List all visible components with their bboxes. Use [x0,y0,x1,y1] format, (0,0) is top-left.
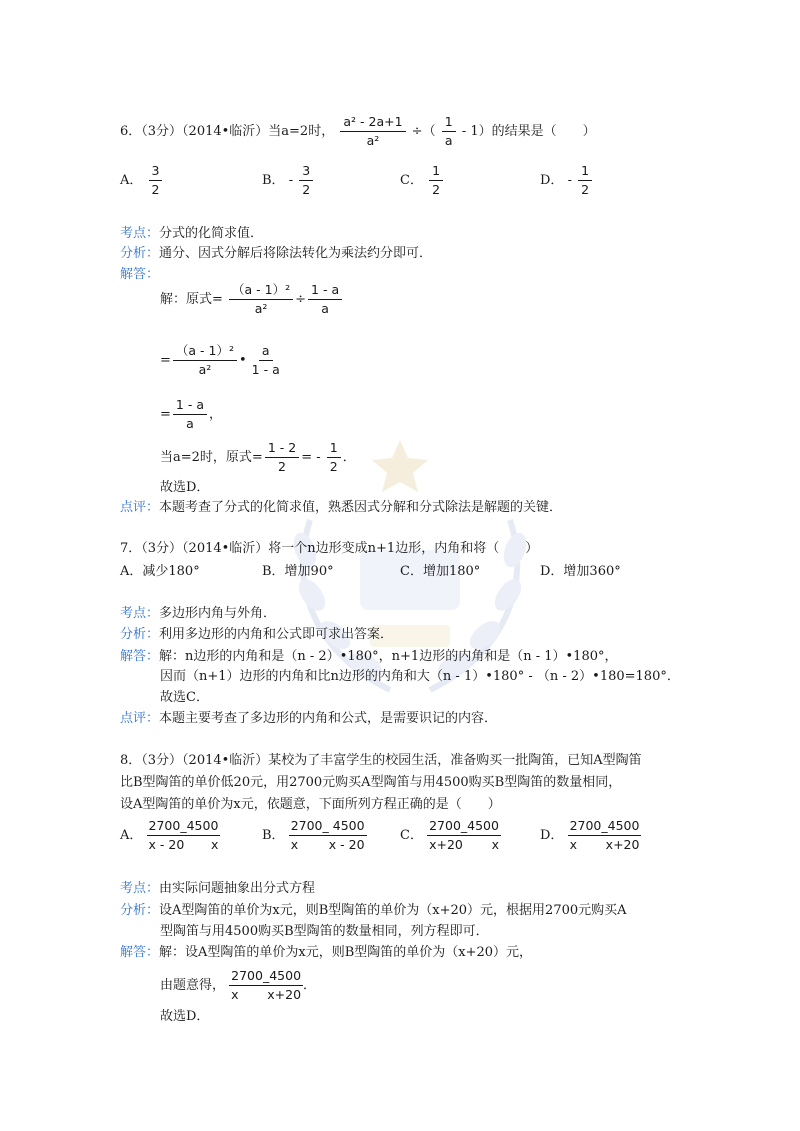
q8-jieda-top: 2700_4500 [229,968,303,986]
q6-jieda [120,266,159,284]
q6-step-3-prefix: = [160,407,171,422]
q8-fenxi-line-2: 型陶笛与用4500购买B型陶笛的数量相同，列方程即可． [160,924,489,939]
q8-jieda-bottom [229,986,303,1003]
q8-jieda-prefix: 由题意得， [160,978,226,993]
q6-option-c-num: 1 [429,163,443,181]
q6-option-d-den: 2 [581,182,590,197]
q7-choice: 故选C． [160,690,209,705]
q6-option-a-num: 3 [149,163,163,181]
q6-step-2-dot: • [239,353,247,368]
q8-option-c-label: C． [400,828,423,843]
q6-step-3-num: 1 - a [173,397,207,415]
q6-option-a-label: A． [120,173,143,188]
q7-option-d: D．增加360° [540,564,621,579]
q6-option-c-fraction [429,163,443,198]
q6-step-1-frac2 [308,282,342,317]
q6-step-3-frac [173,397,207,432]
q8-option-d-den-right: x+20 [605,837,640,852]
q6-dianping [120,499,562,517]
q7-stem: 7．（3分）（2014•临沂）将一个n边形变成n+1边形，内角和将（ ） [120,541,539,556]
q8-option-a-bottom [147,836,221,853]
q7-option-b: B．增加90° [262,564,334,579]
q7-kaodian-text: 多边形内角与外角． [159,606,277,621]
q6-step-4-den2: 2 [329,459,338,474]
q6-step-1 [160,282,344,317]
q8-option-b-den-right: x - 20 [328,837,365,852]
q8-jieda-den-left: x [231,987,239,1002]
q7-fenxi-label: 分析： [120,627,160,642]
q6-main-num: a² - 2a+1 [340,114,405,132]
q6-step-3-den: a [186,416,194,431]
q6-option-d [540,163,594,198]
q8-option-a-equation [147,818,221,853]
q6-step-1-div: ÷ [295,292,307,307]
q7-fenxi-text: 利用多边形的内角和公式即可求出答案． [159,627,394,642]
q8-option-b-den-left: x [290,837,299,852]
q6-option-b-fraction [299,163,313,198]
q6-step-4 [160,440,356,475]
q6-step-4-num: 1 - 2 [265,440,299,458]
q6-step-1-den2: a [321,301,329,316]
q8-jieda-den-right: x+20 [267,987,302,1002]
q6-option-c-den: 2 [432,182,441,197]
q6-step-2-den: a² [198,362,212,377]
q8-option-d-equation [568,818,642,853]
q7-jieda [120,648,618,666]
q6-option-d-sign: - [567,173,572,188]
q8-fenxi [120,902,627,920]
q6-stem-prefix: 6．（3分）（2014•临沂）当a=2时， [120,124,335,139]
q8-option-c [400,818,501,853]
q6-fenxi [120,245,432,263]
q6-dianping-label: 点评： [120,500,160,515]
q6-step-2-den2: 1 - a [251,362,280,377]
q7-kaodian [120,605,276,623]
q8-option-b-label: B． [262,828,285,843]
q6-option-d-label: D． [540,173,564,188]
q6-fenxi-label: 分析： [120,246,160,261]
q6-step-1-num: （a - 1）² [229,282,293,300]
q8-stem-line-3: 设A型陶笛的单价为x元，依题意，下面所列方程正确的是（ ） [120,797,501,812]
q6-option-b-sign: - [288,173,294,188]
q6-step-2 [160,343,285,378]
q6-choice: 故选D． [160,480,210,495]
q6-kaodian-text: 分式的化简求值． [159,226,264,241]
q6-option-b [262,163,315,198]
q8-jieda-equation-line [160,968,316,1003]
q7-fenxi [120,626,393,644]
q8-option-c-den-left: x+20 [429,837,463,852]
q8-jieda-label: 解答： [120,945,160,960]
q6-step-1-prefix: 解：原式= [160,292,223,307]
q7-option-a: A．减少180° [120,564,200,579]
q8-option-d-bottom [568,836,642,853]
q7-dianping-text: 本题主要考查了多边形的内角和公式，是需要识记的内容． [159,711,498,726]
q8-option-a-label: A． [120,828,143,843]
q6-inner-num: 1 [442,114,456,132]
q8-option-a-den-right: x [210,837,219,852]
q6-fenxi-text: 通分、因式分解后将除法转化为乘法约分即可． [159,246,433,261]
q6-step-1-den: a² [254,301,268,316]
q8-option-c-equation [427,818,501,853]
q7-option-c: C．增加180° [400,564,481,579]
q7-jieda-line-1: 解：n边形的内角和是（n - 2）•180°，n+1边形的内角和是（n - 1）•180°， [159,649,618,664]
q6-inner-fraction [442,114,456,149]
q6-option-d-num: 1 [578,163,592,181]
q6-option-b-den: 2 [302,182,311,197]
q6-step-1-num2: 1 - a [308,282,342,300]
q8-option-a-den-left: x - 20 [148,837,185,852]
q6-step-3 [160,397,222,432]
q6-jieda-label: 解答： [120,267,160,282]
q6-kaodian-label: 考点： [120,226,160,241]
q7-jieda-label: 解答： [120,649,160,664]
q8-option-b-equation [289,818,367,853]
q8-kaodian [120,880,315,898]
q8-option-d-den-left: x [569,837,577,852]
q6-option-a-fraction [149,163,163,198]
q6-step-4-prefix: 当a=2时，原式= [160,450,263,465]
q8-option-b [262,818,367,853]
q8-option-a [120,818,220,853]
q6-step-2-frac2 [249,343,283,378]
q8-stem-line-1: 8．（3分）（2014•临沂）某校为了丰富学生的校园生活，准备购买一批陶笛，已知A型陶笛 [120,753,642,768]
q8-option-c-bottom [427,836,501,853]
q6-stem [120,114,596,149]
q6-step-4-mid: = - [301,450,325,465]
q6-step-4-tail: ． [342,450,356,465]
q7-dianping [120,710,497,728]
q8-option-a-top: 2700_4500 [147,818,221,836]
q6-option-b-label: B． [262,173,285,188]
q6-step-4-frac2 [327,440,341,475]
q6-main-den: a² [366,133,380,148]
q6-option-c [400,163,445,198]
q6-step-4-frac [265,440,299,475]
q6-step-2-num: （a - 1）² [173,343,237,361]
q8-option-b-top: 2700_ 4500 [289,818,367,836]
q8-fenxi-line-1: 设A型陶笛的单价为x元，则B型陶笛的单价为（x+20）元，根据用2700元购买A [159,903,627,918]
q6-main-fraction [340,114,405,149]
q6-step-4-num2: 1 [327,440,341,458]
q6-dianping-text: 本题考查了分式的化简求值，熟悉因式分解和分式除法是解题的关键． [159,500,563,515]
q8-option-c-top: 2700_4500 [427,818,501,836]
q8-option-d-label: D． [540,828,564,843]
q6-step-1-frac [229,282,293,317]
q6-stem-tail: - 1）的结果是（ ） [461,124,596,139]
q8-jieda-line-1: 解：设A型陶笛的单价为x元，则B型陶笛的单价为（x+20）元， [159,945,533,960]
q8-jieda-tail: ． [303,978,317,993]
q8-option-d [540,818,641,853]
q8-option-b-bottom [289,836,367,853]
q6-step-3-tail: ， [208,407,222,422]
q8-option-c-den-right: x [491,837,499,852]
q8-stem-line-2: 比B型陶笛的单价低20元，用2700元购买A型陶笛与用4500购买B型陶笛的数量相同， [120,775,622,790]
q6-option-a [120,163,164,198]
q6-step-2-frac [173,343,237,378]
q7-jieda-line-2: 因而（n+1）边形的内角和比n边形的内角和大（n - 1）•180° - （n - 2）•180=180°． [160,669,680,684]
q6-option-b-num: 3 [299,163,313,181]
q6-kaodian [120,225,263,243]
q8-option-d-top: 2700_4500 [568,818,642,836]
q6-option-d-fraction [578,163,592,198]
q6-option-a-den: 2 [151,182,160,197]
q6-step-4-den: 2 [278,459,286,474]
q8-fenxi-label: 分析： [120,903,160,918]
q6-option-c-label: C． [400,173,423,188]
q8-jieda-equation [229,968,303,1003]
q7-dianping-label: 点评： [120,711,160,726]
q8-choice: 故选D． [160,1009,210,1024]
q6-inner-den: a [444,133,453,148]
q6-step-2-prefix: = [160,353,171,368]
q6-step-2-num2: a [259,343,273,361]
q8-jieda [120,944,532,962]
q8-kaodian-text: 由实际问题抽象出分式方程 [159,881,316,896]
q6-div-sign: ÷（ [411,124,436,139]
q8-kaodian-label: 考点： [120,881,160,896]
q7-kaodian-label: 考点： [120,606,160,621]
